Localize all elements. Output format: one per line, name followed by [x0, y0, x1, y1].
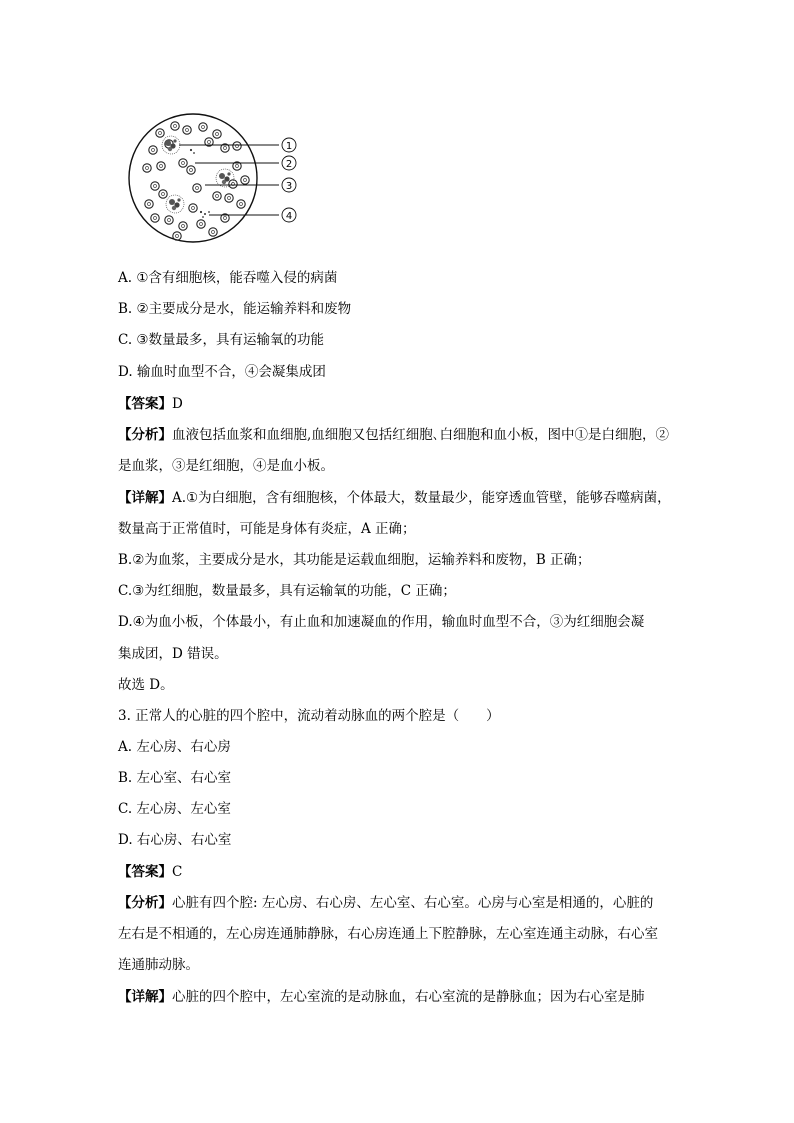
q2-analysis-line-1 [118, 426, 669, 444]
figure-label-2: 2 [285, 159, 293, 170]
q2-option-b: B. ②主要成分是水，能运输养料和废物 [118, 301, 352, 317]
q2-option-c: C. ③数量最多，具有运输氧的功能 [118, 332, 325, 348]
answer-value: C [172, 864, 183, 880]
field-circle [129, 114, 257, 242]
analysis-tag: 【分析】 [118, 427, 172, 443]
figure-label-1: 1 [285, 141, 293, 152]
q2-answer [118, 395, 183, 413]
q3-stem: 3. 正常人的心脏的四个腔中，流动着动脉血的两个腔是（ ） [118, 708, 500, 724]
detail-tag: 【详解】 [118, 989, 172, 1005]
analysis-text: 心脏有四个腔: 左心房、右心房、左心室、右心室。心房与心室是相通的，心脏的 [172, 895, 654, 911]
q3-option-b: B. 左心室、右心室 [118, 770, 232, 786]
analysis-text: 血液包括血浆和血细胞,血细胞又包括红细胞､白细胞和血小板，图中①是白细胞，② [172, 427, 670, 443]
q2-detail-line-2: 数量高于正常值时，可能是身体有炎症，A 正确； [118, 521, 416, 537]
q2-conclusion: 故选 D。 [118, 677, 174, 693]
q2-option-a: A. ①含有细胞核，能吞噬入侵的病菌 [118, 270, 338, 286]
q2-option-d: D. 输血时血型不合，④会凝集成团 [118, 364, 326, 380]
q3-option-a: A. 左心房、右心房 [118, 739, 231, 755]
q2-detail-line-3: B.②为血浆，主要成分是水，其功能是运载血细胞，运输养料和废物，B 正确； [118, 552, 591, 568]
q2-analysis-line-2: 是血浆，③是红细胞，④是血小板。 [118, 458, 334, 474]
detail-text: A.①为白细胞，含有细胞核，个体最大，数量最少，能穿透血管壁，能够吞噬病菌， [172, 490, 671, 506]
q2-detail-line-6: 集成团，D 错误。 [118, 646, 228, 662]
q3-option-c: C. 左心房、左心室 [118, 801, 231, 817]
q3-answer [118, 863, 182, 881]
analysis-tag: 【分析】 [118, 895, 172, 911]
figure-label-3: 3 [285, 181, 293, 192]
blood-smear-figure [125, 108, 315, 250]
answer-value: D [172, 396, 183, 412]
detail-text: 心脏的四个腔中，左心室流的是动脉血，右心室流的是静脉血；因为右心室是肺 [172, 989, 645, 1005]
q2-detail-line-4: C.③为红细胞，数量最多，具有运输氧的功能，C 正确； [118, 583, 456, 599]
q3-option-d: D. 右心房、右心室 [118, 832, 232, 848]
figure-label-4: 4 [285, 211, 293, 222]
q3-analysis-line-1 [118, 894, 653, 912]
answer-tag: 【答案】 [118, 864, 172, 880]
q3-analysis-line-2: 左右是不相通的，左心房连通肺静脉，右心房连通上下腔静脉，左心室连通主动脉，右心室 [118, 926, 658, 942]
microscope-view-diagram [125, 108, 315, 250]
q2-detail-line-1 [118, 489, 671, 507]
q3-detail-line-1 [118, 988, 645, 1006]
answer-tag: 【答案】 [118, 396, 172, 412]
q3-analysis-line-3: 连通肺动脉。 [118, 957, 199, 973]
detail-tag: 【详解】 [118, 490, 172, 506]
q2-detail-line-5: D.④为血小板，个体最小，有止血和加速凝血的作用，输血时血型不合，③为红细胞会凝 [118, 614, 645, 630]
